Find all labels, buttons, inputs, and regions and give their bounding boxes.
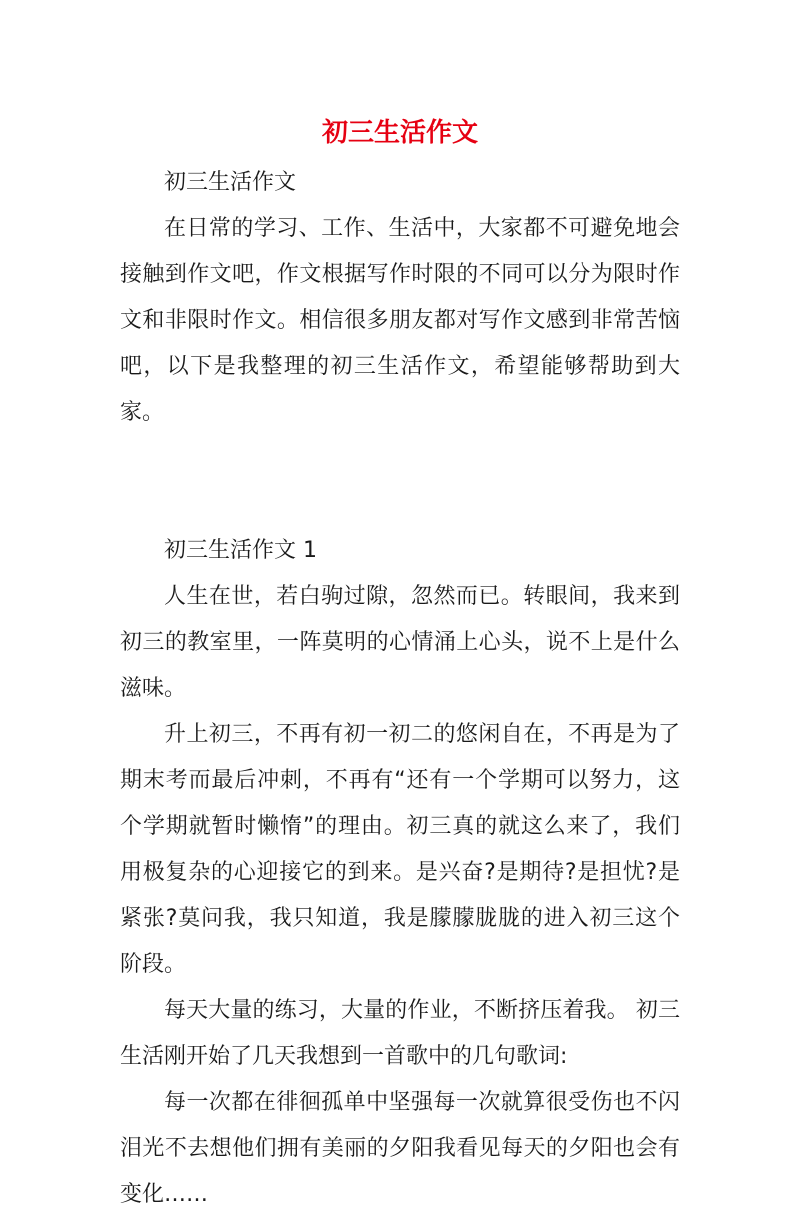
intro-paragraph: 在日常的学习、工作、生活中，大家都不可避免地会接触到作文吧，作文根据写作时限的不同可以分为限时作文和非限时作文。相信很多朋友都对写作文感到非常苦恼吧，以下是我整理的初三生活作文，希望能够帮助到大家。 xyxy=(120,216,680,425)
section-heading: 初三生活作文 1 xyxy=(164,538,317,563)
section-spacer xyxy=(120,436,680,528)
document-body xyxy=(120,160,680,1218)
paragraph: 升上初三，不再有初一初二的悠闲自在，不再是为了期末考而最后冲刺，不再有“还有一个学期可以努力，这个学期就暂时懒惰”的理由。初三真的就这么来了，我们用极复杂的心迎接它的到来。是兴奋?是期待?是担忧?是紧张?莫问我，我只知道，我是朦朦胧胧的进入初三这个阶段。 xyxy=(120,722,680,977)
paragraph: 每一次都在徘徊孤单中坚强每一次就算很受伤也不闪泪光不去想他们拥有美丽的夕阳我看见每天的夕阳也会有变化…… xyxy=(120,1090,680,1207)
paragraph: 人生在世，若白驹过隙，忽然而已。转眼间，我来到初三的教室里，一阵莫明的心情涌上心头，说不上是什么滋味。 xyxy=(120,584,680,701)
document-title: 初三生活作文 xyxy=(321,118,478,148)
paragraph: 每天大量的练习，大量的作业，不断挤压着我。 初三生活刚开始了几天我想到一首歌中的几句歌词: xyxy=(120,998,680,1069)
subtitle: 初三生活作文 xyxy=(164,170,297,195)
